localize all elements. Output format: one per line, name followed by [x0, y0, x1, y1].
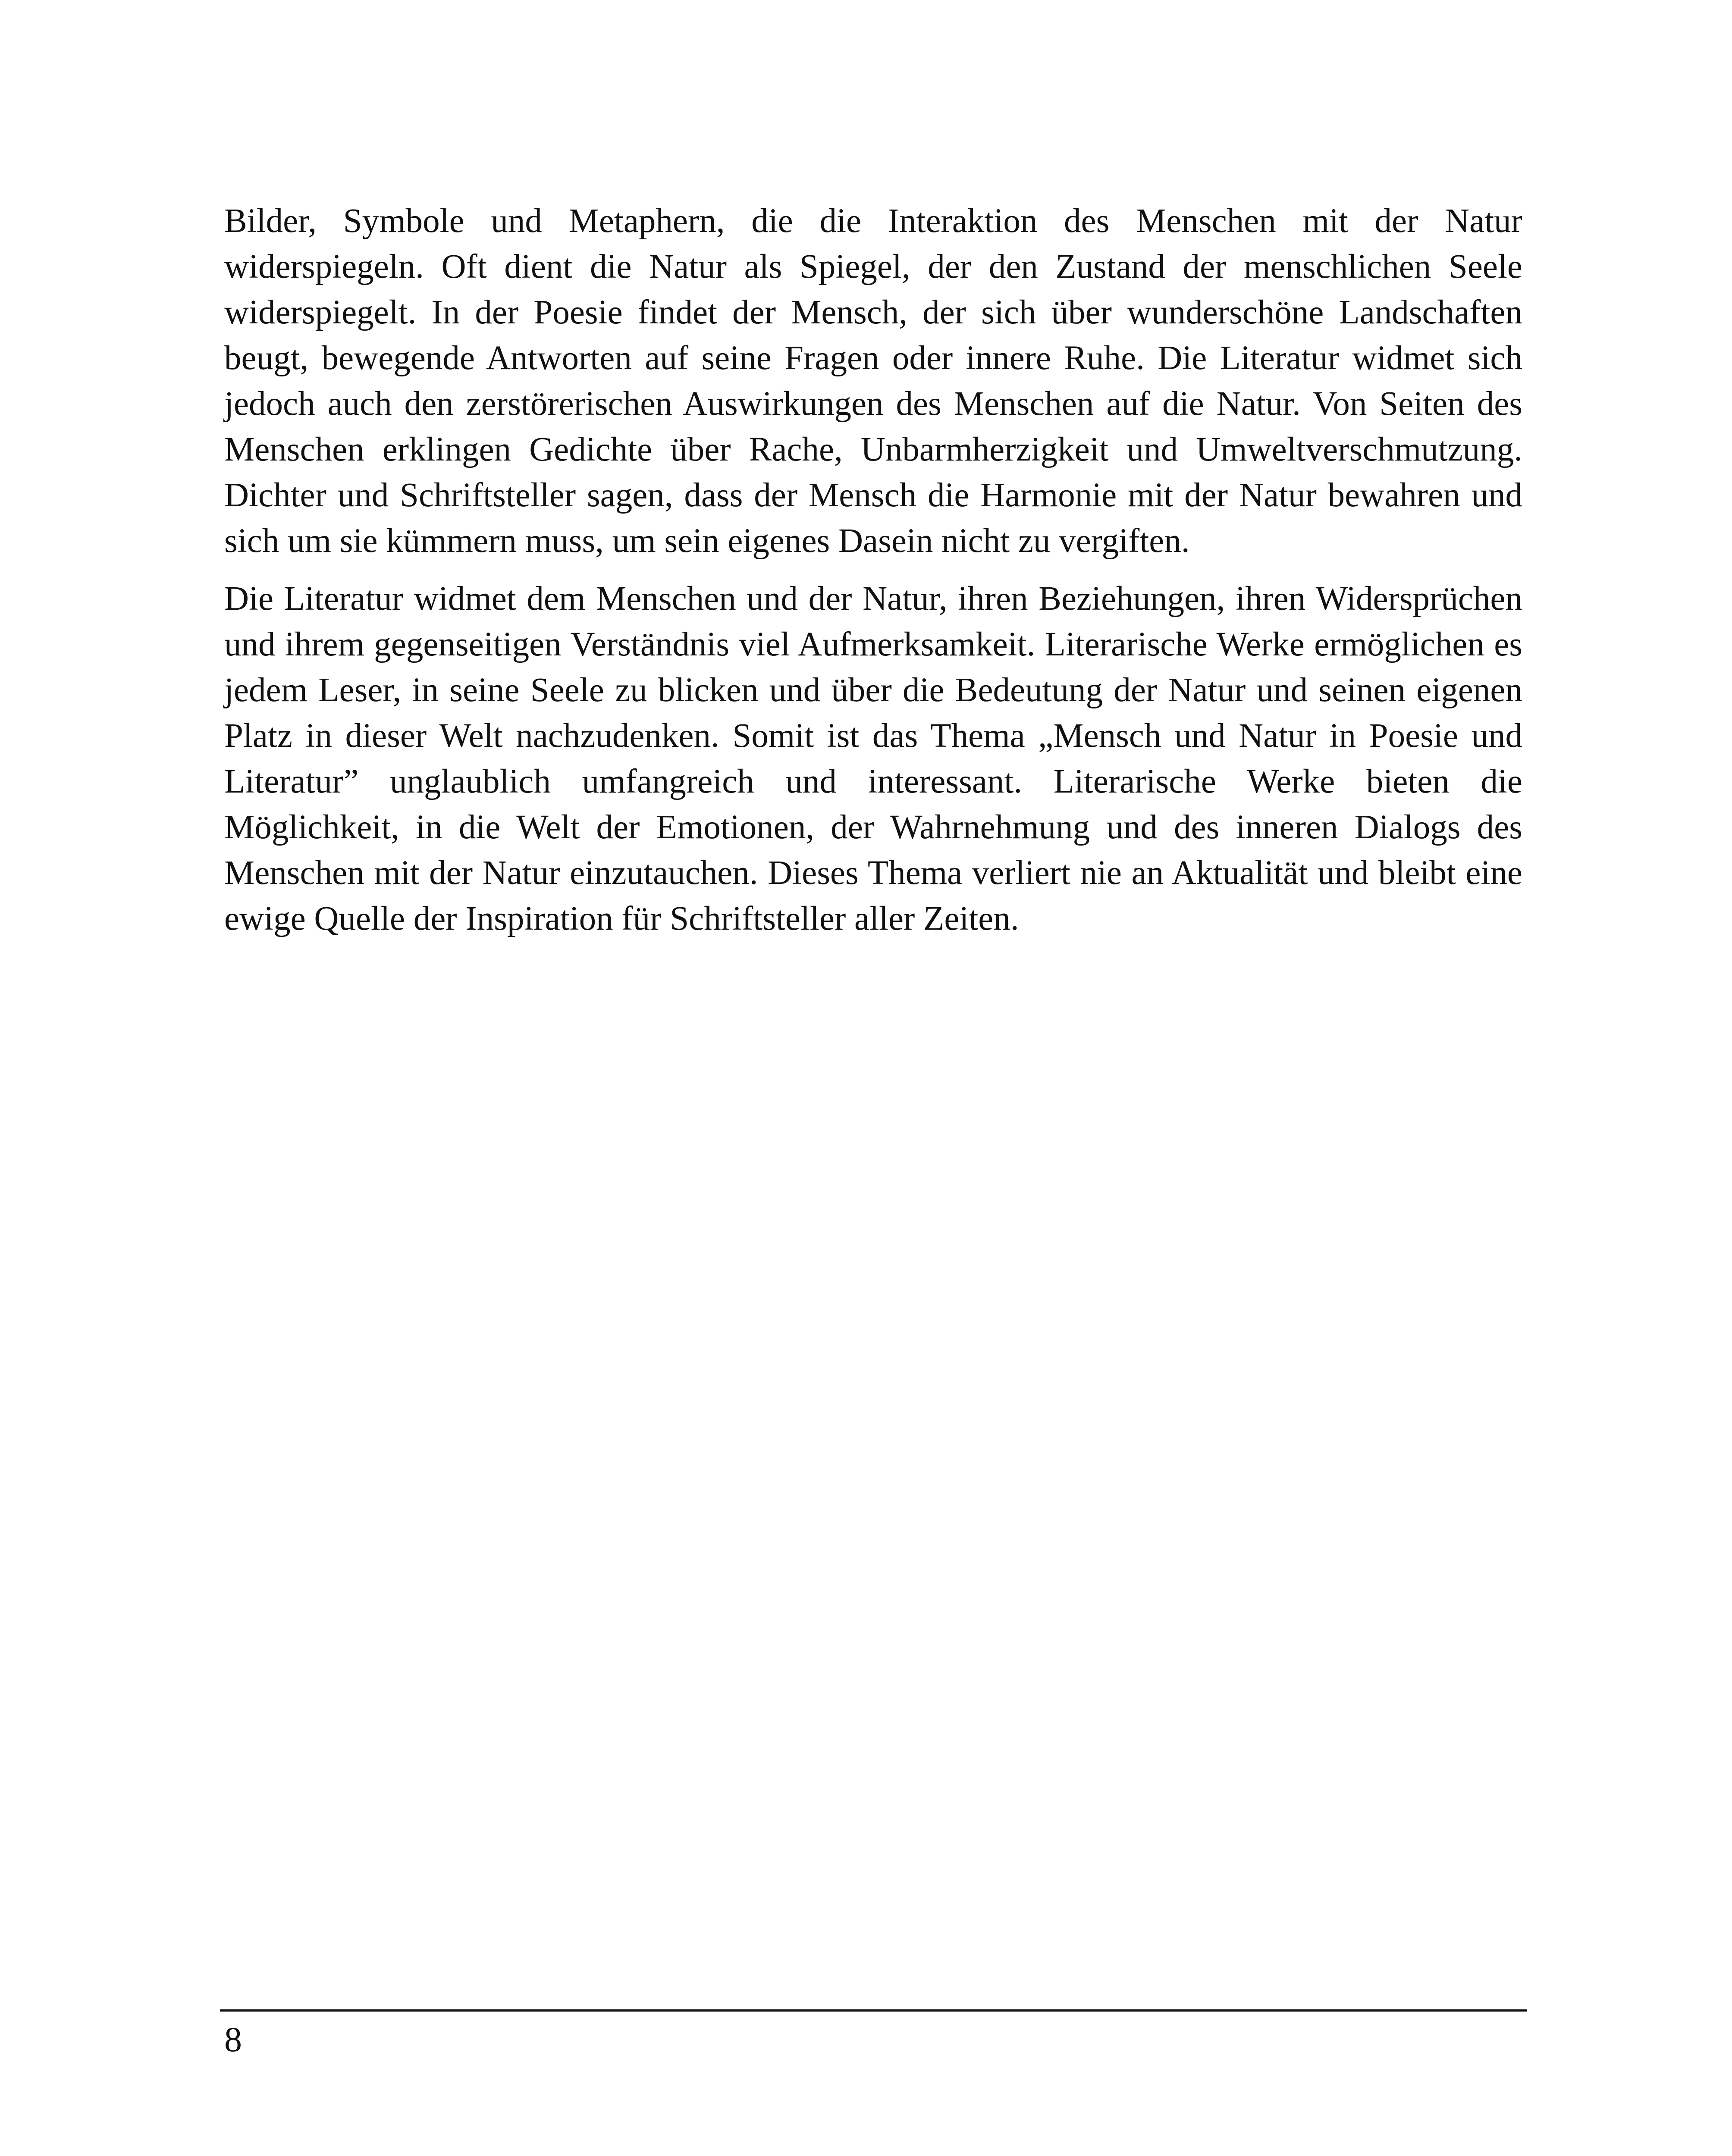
paragraph-1: Bilder, Symbole und Metaphern, die die Interaktion des Menschen mit der Natur widerspiegeln. Oft dient die Natur als Spiegel, der den Zustand der menschlichen Seele widerspiegelt. In der Poesie findet der Mensch, der sich über wunderschöne Landschaften beugt, bewegende Antworten auf seine Fragen oder innere Ruhe. Die Literatur widmet sich jedoch auch den zerstörerischen Auswirkungen des Menschen auf die Natur. Von Seiten des Menschen erklingen Gedichte über Rache, Unbarmherzigkeit und Umweltverschmutzung. Dichter und Schriftsteller sagen, dass der Mensch die Harmonie mit der Natur bewahren und sich um sie kümmern muss, um sein eigenes Dasein nicht zu vergiften. — [224, 202, 1522, 560]
paragraph-2: Die Literatur widmet dem Menschen und der Natur, ihren Beziehungen, ihren Widersprüchen und ihrem gegenseitigen Verständnis viel Aufmerksamkeit. Literarische Werke ermöglichen es jedem Leser, in seine Seele zu blicken und über die Bedeutung der Natur und seinen eigenen Platz in dieser Welt nachzudenken. Somit ist das Thema „Mensch und Natur in Poesie und Literatur” unglaublich umfangreich und interessant. Literarische Werke bieten die Möglichkeit, in die Welt der Emotionen, der Wahrnehmung und des inneren Dialogs des Menschen mit der Natur einzutauchen. Dieses Thema verliert nie an Aktualität und bleibt eine ewige Quelle der Inspiration für Schriftsteller aller Zeiten. — [224, 580, 1522, 937]
page-number: 8 — [224, 2020, 242, 2059]
body-text — [224, 198, 1522, 942]
footer-divider — [220, 2009, 1527, 2012]
